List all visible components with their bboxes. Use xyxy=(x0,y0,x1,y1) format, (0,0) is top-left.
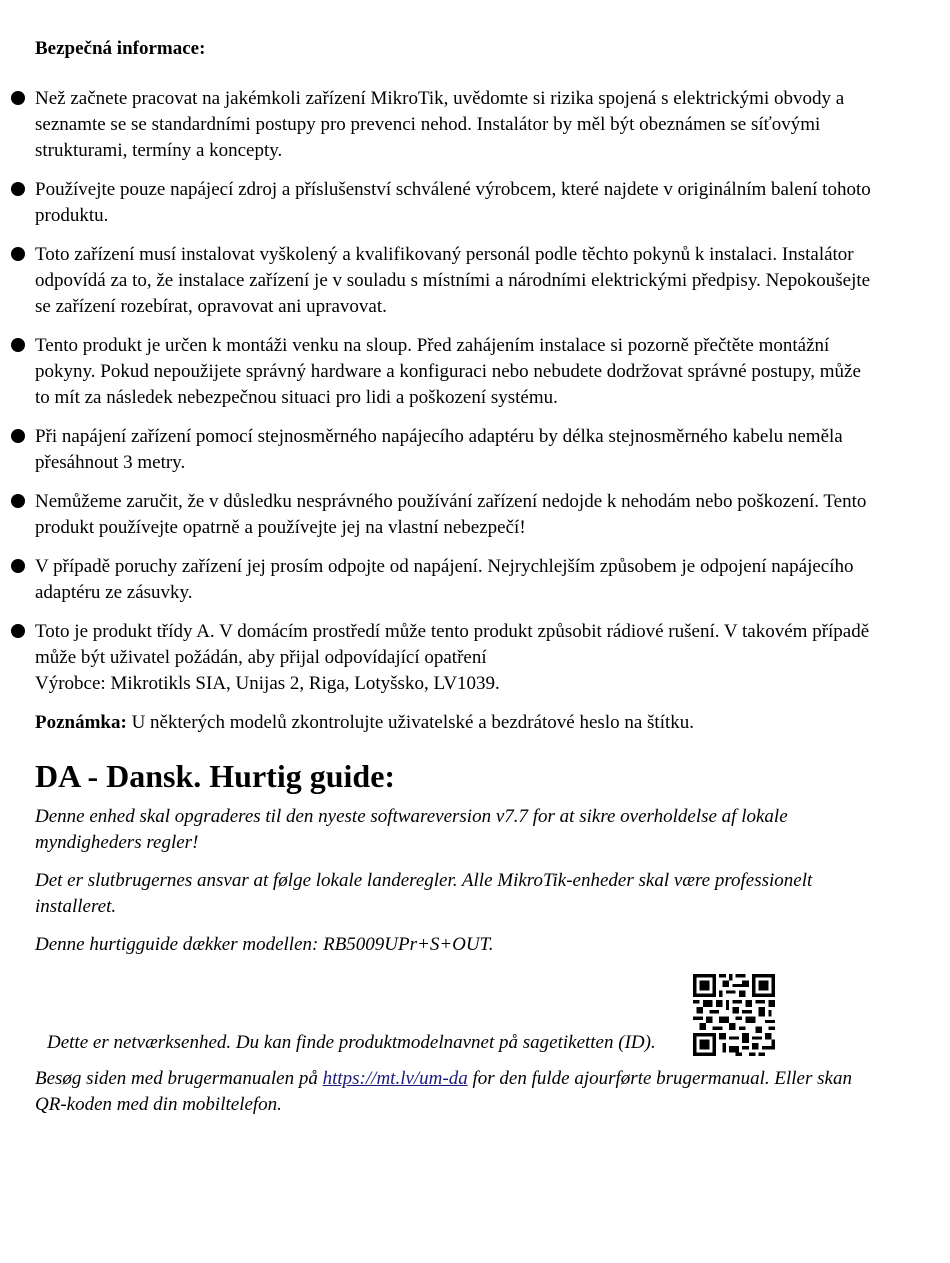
safety-heading: Bezpečná informace: xyxy=(35,38,206,59)
bullet-dot-icon xyxy=(11,182,25,196)
paragraph-model: Denne hurtigguide dækker modellen: RB5009UPr+S+OUT. xyxy=(35,934,494,955)
list-item-text: Nemůžeme zaručit, že v důsledku nesprávného používání zařízení nedojde k nehodám nebo poškození. Tento produkt používejte opatrně a používejte jej na vlastní nebezpečí! xyxy=(35,491,867,538)
paragraph-upgrade: Denne enhed skal opgraderes til den nyeste softwareversion v7.7 for at sikre overholdelse af lokale myndigheders regler! xyxy=(35,806,788,853)
list-item-text: Toto zařízení musí instalovat vyškolený a kvalifikovaný personál podle těchto pokynů k instalaci. Instalátor odpovídá za to, že instalace zařízení je v souladu s místními a národními elektrickými předpisy. Nepokoušejte se zařízení rozebírat, opravovat ani upravovat. xyxy=(35,244,871,317)
qr-code-icon[interactable] xyxy=(693,974,775,1056)
paragraph-responsibility: Det er slutbrugernes ansvar at følge lokale landeregler. Alle MikroTik-enheder skal være professionelt installeret. xyxy=(35,870,813,917)
manual-text-after: for den fulde ajourførte brugermanual. Eller skan QR-koden med din mobiltelefon. xyxy=(35,1068,852,1115)
manufacturer-text: Výrobce: Mikrotikls SIA, Unijas 2, Riga, Lotyšsko, LV1039. xyxy=(35,673,500,694)
list-item xyxy=(35,333,875,411)
bullet-dot-icon xyxy=(11,247,25,261)
note-paragraph xyxy=(35,710,875,736)
list-item-text: Používejte pouze napájecí zdroj a příslušenství schválené výrobcem, které najdete v originálním balení tohoto produktu. xyxy=(35,179,871,226)
paragraph-device-id: Dette er netværksenhed. Du kan finde produktmodelnavnet på sagetiketten (ID). xyxy=(47,1032,656,1053)
bullet-dot-icon xyxy=(11,429,25,443)
manual-text-before: Besøg siden med brugermanualen på xyxy=(35,1068,323,1089)
list-item-text: Než začnete pracovat na jakémkoli zařízení MikroTik, uvědomte si rizika spojená s elektrickými obvody a seznamte se se standardními postupy pro prevenci nehod. Instalátor by měl být obeznámen se síťovými strukturami, termíny a koncepty. xyxy=(35,88,845,161)
list-item-text: Při napájení zařízení pomocí stejnosměrného napájecího adaptéru by délka stejnosměrného kabelu neměla přesáhnout 3 metry. xyxy=(35,426,843,473)
list-item-text: Tento produkt je určen k montáži venku na sloup. Před zahájením instalace si pozorně přečtěte montážní pokyny. Pokud nepoužijete správný hardware a konfiguraci nebo nebudete dodržovat správné postupy, může to mít za následek nebezpečnou situaci pro lidi a poškození systému. xyxy=(35,335,861,408)
bullet-dot-icon xyxy=(11,91,25,105)
qr-row xyxy=(35,970,875,1056)
list-item-text: Toto je produkt třídy A. V domácím prostředí může tento produkt způsobit rádiové rušení. V takovém případě může být uživatel požádán, aby přijal odpovídající opatření xyxy=(35,621,870,668)
list-item-text: V případě poruchy zařízení jej prosím odpojte od napájení. Nejrychlejším způsobem je odpojení napájecího adaptéru ze zásuvky. xyxy=(35,556,854,603)
list-item xyxy=(35,177,875,229)
paragraph-manual xyxy=(35,1066,875,1118)
list-item xyxy=(35,424,875,476)
bullet-dot-icon xyxy=(11,494,25,508)
list-item xyxy=(35,619,875,697)
bullet-dot-icon xyxy=(11,624,25,638)
safety-list xyxy=(35,86,875,697)
note-text: U některých modelů zkontrolujte uživatelské a bezdrátové heslo na štítku. xyxy=(126,712,695,733)
list-item xyxy=(35,86,875,164)
bullet-dot-icon xyxy=(11,559,25,573)
note-label: Poznámka: xyxy=(35,712,127,733)
list-item xyxy=(35,489,875,541)
bullet-dot-icon xyxy=(11,338,25,352)
list-item xyxy=(35,242,875,320)
manual-link[interactable]: https://mt.lv/um-da xyxy=(322,1068,468,1089)
list-item xyxy=(35,554,875,606)
section-title: DA - Dansk. Hurtig guide: xyxy=(35,758,396,794)
document-page xyxy=(35,36,875,1130)
